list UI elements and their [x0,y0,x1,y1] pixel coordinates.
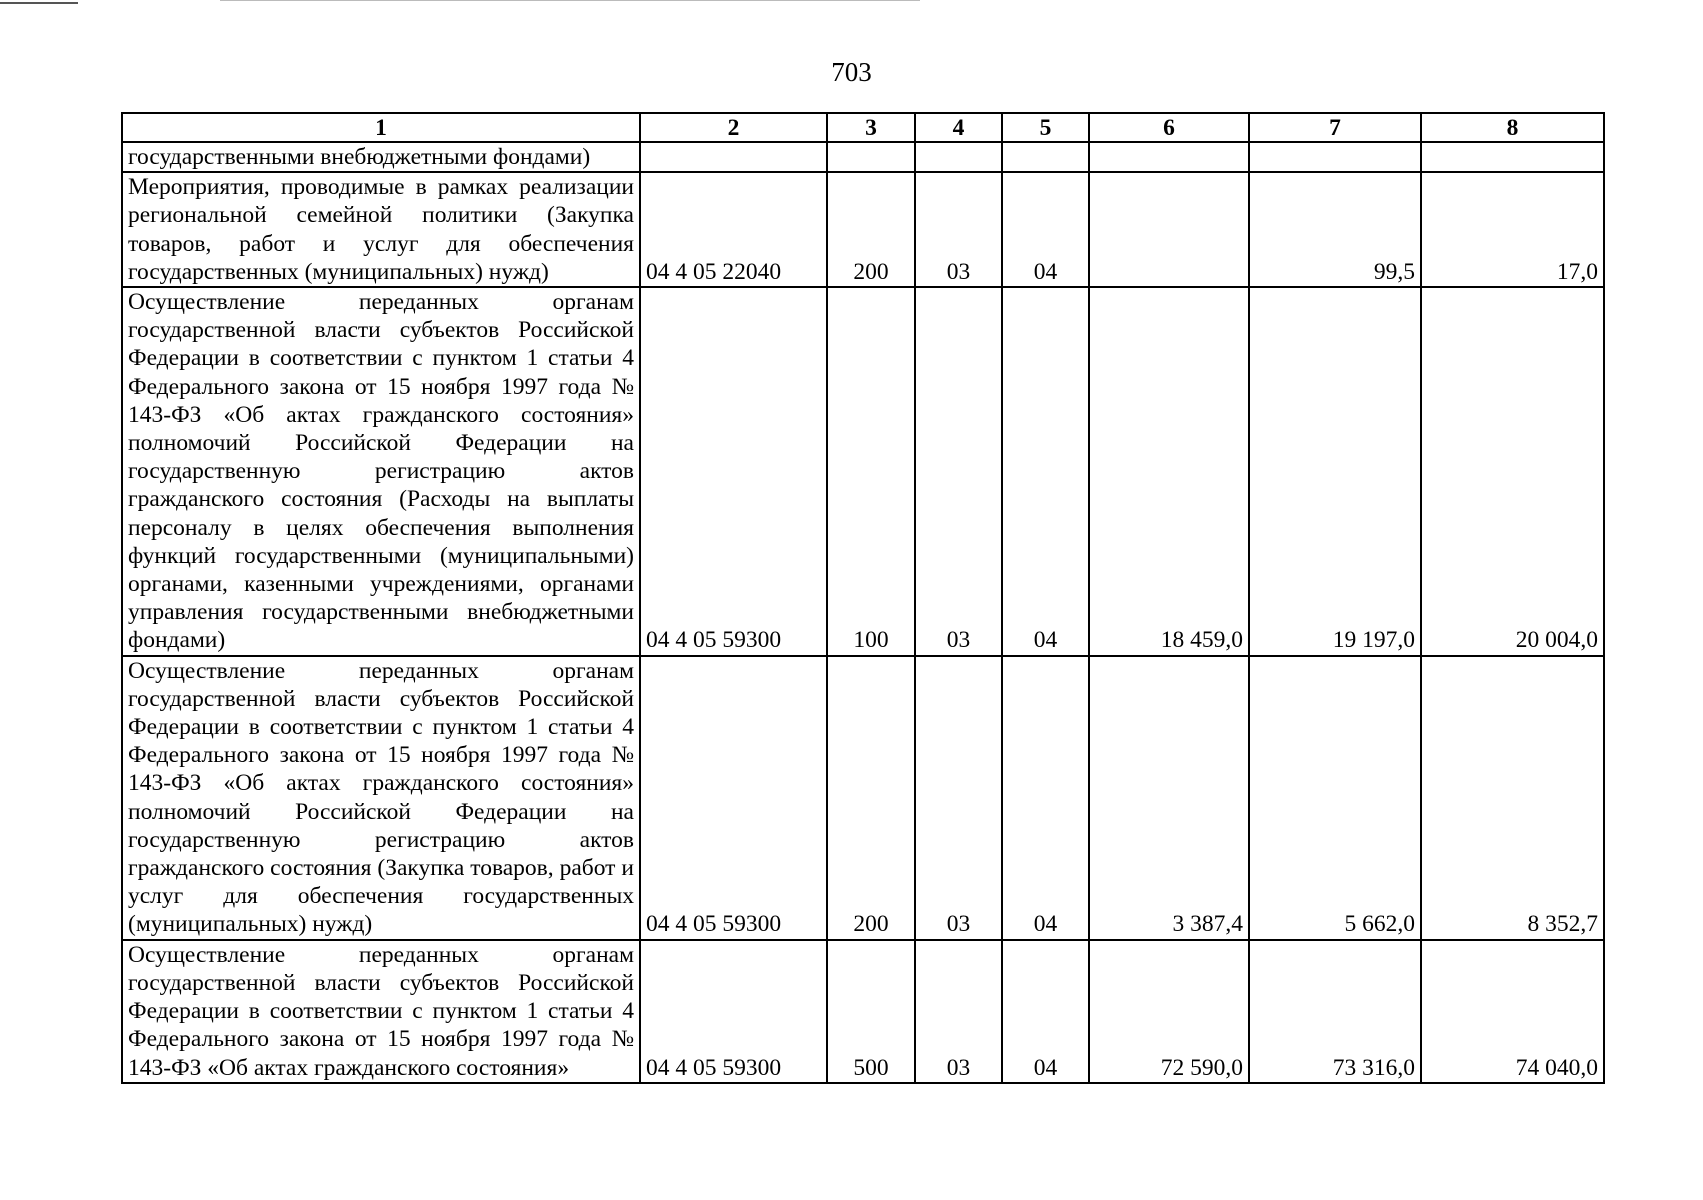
row-description: государственными внебюджетными фондами) [122,142,640,172]
column-header: 2 [640,113,827,142]
table-row [122,287,1604,656]
expense-type-cell: 200 [827,656,915,940]
expense-type-cell [827,142,915,172]
section-cell: 03 [915,656,1002,940]
column-header: 5 [1002,113,1089,142]
amount-year2-cell: 19 197,0 [1249,287,1421,656]
amount-year1-cell [1089,172,1249,287]
expense-type-cell: 200 [827,172,915,287]
amount-year2-cell [1249,142,1421,172]
scan-edge-line [220,0,920,1]
target-code-cell: 04 4 05 59300 [640,940,827,1083]
budget-table [121,112,1605,1084]
amount-year3-cell: 17,0 [1421,172,1604,287]
row-description: Осуществление переданных органам государственной власти субъектов Российской Федерации в соответствии с пунктом 1 статьи 4 Федерального закона от 15 ноября 1997 года № 143-ФЗ «Об актах гражданского состояния» полномочий Российской Федерации на государственную регистрацию актов гражданского состояния (Расходы на выплаты персоналу в целях обеспечения выполнения функций государственными (муниципальными) органами, казенными учреждениями, органами управления государственными внебюджетными фондами) [122,287,640,656]
table-row [122,172,1604,287]
subsection-cell [1002,142,1089,172]
amount-year1-cell: 3 387,4 [1089,656,1249,940]
row-description: Мероприятия, проводимые в рамках реализации региональной семейной политики (Закупка товаров, работ и услуг для обеспечения государственных (муниципальных) нужд) [122,172,640,287]
expense-type-cell: 100 [827,287,915,656]
amount-year1-cell [1089,142,1249,172]
amount-year1-cell: 18 459,0 [1089,287,1249,656]
section-cell: 03 [915,172,1002,287]
table-header-row [122,113,1604,142]
column-header: 6 [1089,113,1249,142]
subsection-cell: 04 [1002,172,1089,287]
amount-year3-cell: 8 352,7 [1421,656,1604,940]
column-header: 8 [1421,113,1604,142]
amount-year2-cell: 99,5 [1249,172,1421,287]
table-row [122,656,1604,940]
target-code-cell: 04 4 05 59300 [640,287,827,656]
table-row [122,142,1604,172]
page-number: 703 [831,57,872,87]
amount-year3-cell [1421,142,1604,172]
amount-year2-cell: 5 662,0 [1249,656,1421,940]
subsection-cell: 04 [1002,656,1089,940]
target-code-cell: 04 4 05 22040 [640,172,827,287]
column-header: 4 [915,113,1002,142]
row-description: Осуществление переданных органам государственной власти субъектов Российской Федерации в соответствии с пунктом 1 статьи 4 Федерального закона от 15 ноября 1997 года № 143-ФЗ «Об актах гражданского состояния» полномочий Российской Федерации на государственную регистрацию актов гражданского состояния (Закупка товаров, работ и услуг для обеспечения государственных (муниципальных) нужд) [122,656,640,940]
amount-year2-cell: 73 316,0 [1249,940,1421,1083]
target-code-cell [640,142,827,172]
target-code-cell: 04 4 05 59300 [640,656,827,940]
expense-type-cell: 500 [827,940,915,1083]
row-description: Осуществление переданных органам государственной власти субъектов Российской Федерации в соответствии с пунктом 1 статьи 4 Федерального закона от 15 ноября 1997 года № 143-ФЗ «Об актах гражданского состояния» [122,940,640,1083]
subsection-cell: 04 [1002,940,1089,1083]
amount-year3-cell: 74 040,0 [1421,940,1604,1083]
column-header: 7 [1249,113,1421,142]
subsection-cell: 04 [1002,287,1089,656]
column-header: 1 [122,113,640,142]
section-cell: 03 [915,940,1002,1083]
scan-edge-line [0,2,78,4]
table-row [122,940,1604,1083]
amount-year3-cell: 20 004,0 [1421,287,1604,656]
amount-year1-cell: 72 590,0 [1089,940,1249,1083]
section-cell: 03 [915,287,1002,656]
column-header: 3 [827,113,915,142]
section-cell [915,142,1002,172]
